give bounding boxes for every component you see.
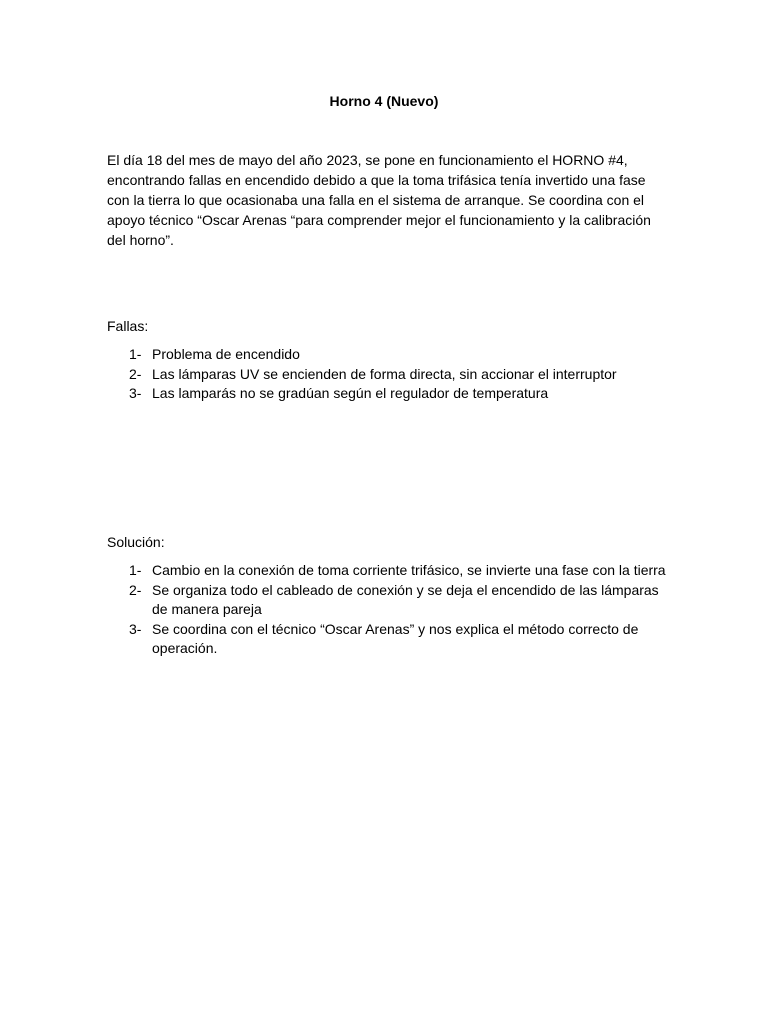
- list-item-text: Problema de encendido: [152, 346, 300, 362]
- list-item-text: Las lámparas UV se encienden de forma directa, sin accionar el interruptor: [152, 365, 617, 382]
- list-item: [107, 365, 667, 385]
- list-item: [107, 581, 667, 620]
- list-item-number: 3-: [129, 620, 142, 637]
- list-item-text: Las lamparás no se gradúan según el regulador de temperatura: [152, 385, 549, 401]
- list-item-text: Se coordina con el técnico “Oscar Arenas” y nos explica el método correcto de operación.: [152, 620, 639, 656]
- solucion-list: [107, 561, 667, 659]
- document-title: Horno 4 (Nuevo): [329, 93, 439, 109]
- list-item-number: 1-: [129, 346, 142, 362]
- list-item-number: 3-: [129, 385, 142, 401]
- list-item-number: 2-: [129, 581, 142, 598]
- intro-paragraph: El día 18 del mes de mayo del año 2023, se pone en funcionamiento el HORNO #4, encontrando fallas en encendido debido a que la toma trifásica tenía invertido una fase con la tierra lo que ocasionaba una falla en el sistema de arranque. Se coordina con el apoyo técnico “Oscar Arenas “para comprender mejor el funcionamiento y la calibración del horno”.: [107, 152, 651, 248]
- list-item-number: 1-: [129, 562, 142, 578]
- solucion-heading: Solución:: [107, 534, 165, 550]
- list-item: [107, 620, 667, 659]
- fallas-heading: Fallas:: [107, 318, 149, 334]
- list-item: [107, 345, 667, 365]
- list-item-text: Se organiza todo el cableado de conexión y se deja el encendido de las lámparas de manera pareja: [152, 581, 659, 617]
- list-item-text: Cambio en la conexión de toma corriente trifásico, se invierte una fase con la tierra: [152, 562, 666, 578]
- list-item: [107, 561, 667, 581]
- fallas-list: [107, 345, 667, 404]
- list-item-number: 2-: [129, 365, 142, 382]
- list-item: [107, 384, 667, 404]
